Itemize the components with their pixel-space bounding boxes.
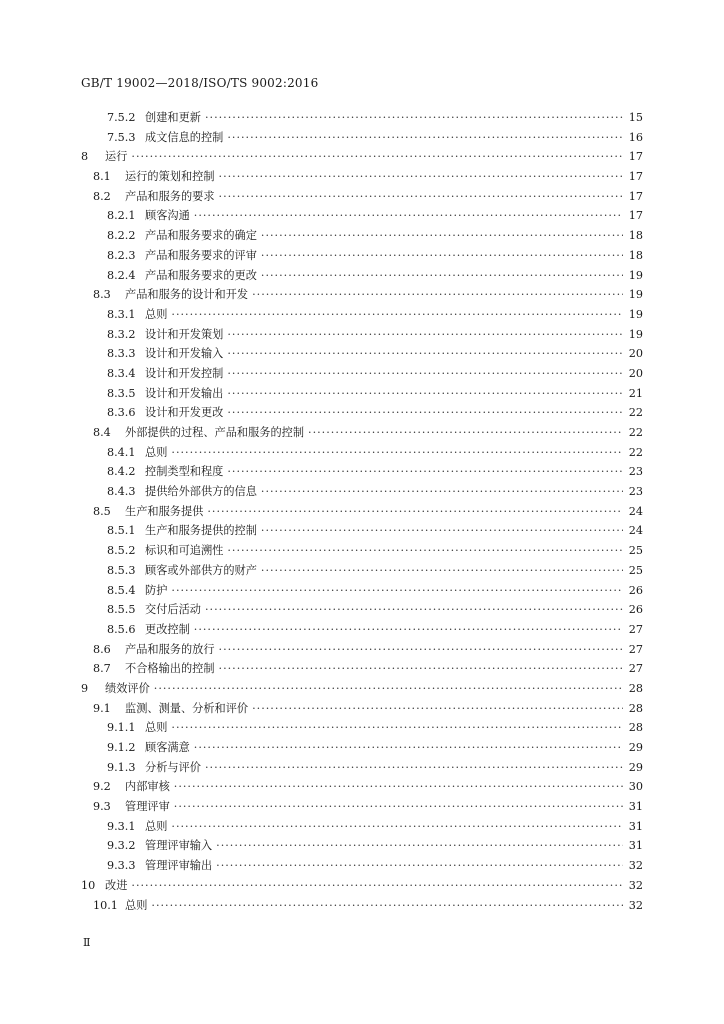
toc-entry[interactable] (81, 758, 643, 778)
toc-entry[interactable] (81, 128, 643, 148)
toc-entry-page: 26 (628, 583, 643, 597)
toc-entry[interactable] (81, 305, 643, 325)
toc-entry[interactable] (81, 443, 643, 463)
toc-entry-page: 27 (628, 662, 643, 676)
toc-entry-number: 8.5.2 (107, 544, 136, 558)
toc-entry[interactable] (81, 561, 643, 581)
toc-entry-title: 创建和更新 (145, 111, 201, 124)
toc-entry-number: 7.5.3 (107, 130, 136, 144)
toc-entry-title: 生产和服务提供的控制 (145, 524, 257, 538)
toc-leader-dots (219, 167, 623, 187)
toc-entry-title: 产品和服务的放行 (125, 642, 215, 656)
toc-entry-page: 16 (628, 130, 643, 144)
toc-entry-number: 7.5.2 (107, 111, 136, 124)
toc-entry-page: 27 (628, 642, 643, 656)
toc-leader-dots (261, 226, 623, 246)
toc-entry-page: 28 (628, 721, 643, 735)
toc-leader-dots (151, 896, 623, 916)
toc-entry[interactable] (81, 541, 643, 561)
toc-entry-title: 防护 (145, 583, 168, 597)
toc-entry[interactable] (81, 896, 643, 916)
toc-entry-number: 8.2.4 (107, 268, 136, 282)
toc-entry-number: 8.7 (93, 662, 111, 676)
toc-entry-number: 8.4.3 (107, 485, 136, 499)
toc-leader-dots (219, 187, 623, 207)
toc-entry-page: 31 (628, 800, 643, 814)
toc-leader-dots (216, 856, 623, 876)
toc-entry[interactable] (81, 167, 643, 187)
toc-entry-number: 9.1 (93, 701, 111, 715)
toc-entry-page: 28 (628, 701, 643, 715)
toc-entry-title: 外部提供的过程、产品和服务的控制 (125, 426, 305, 439)
toc-entry-page: 25 (628, 544, 643, 558)
toc-entry-number: 8 (81, 150, 89, 164)
toc-entry-page: 20 (628, 347, 643, 361)
toc-entry-title: 产品和服务的要求 (125, 189, 215, 203)
toc-entry[interactable] (81, 108, 643, 128)
toc-entry-page: 19 (628, 307, 643, 321)
toc-entry-title: 总则 (145, 307, 168, 321)
toc-leader-dots (227, 325, 623, 345)
toc-entry-title: 总则 (145, 445, 168, 459)
toc-entry-page: 20 (628, 366, 643, 380)
toc-entry-title: 顾客或外部供方的财产 (145, 563, 257, 577)
toc-leader-dots (205, 600, 623, 620)
toc-leader-dots (171, 305, 623, 325)
toc-entry[interactable] (81, 640, 643, 660)
toc-entry-title: 设计和开发输出 (145, 386, 224, 400)
toc-leader-dots (261, 482, 623, 502)
toc-entry-number: 10 (81, 878, 96, 892)
toc-entry-number: 8.3.6 (107, 406, 136, 420)
toc-entry-number: 8.5.5 (107, 603, 136, 617)
toc-leader-dots (308, 423, 623, 443)
toc-entry-page: 31 (628, 819, 643, 833)
toc-leader-dots (131, 876, 623, 896)
toc-entry-page: 24 (628, 524, 643, 538)
toc-leader-dots (171, 581, 623, 601)
toc-entry-title: 产品和服务要求的评审 (145, 248, 257, 262)
toc-leader-dots (227, 128, 623, 148)
toc-entry[interactable] (81, 266, 643, 286)
toc-leader-dots (227, 462, 623, 482)
toc-entry[interactable] (81, 384, 643, 404)
toc-entry-page: 32 (628, 859, 643, 873)
toc-entry-title: 运行的策划和控制 (125, 170, 215, 184)
toc-entry-page: 22 (628, 426, 643, 439)
toc-entry-number: 8.4.1 (107, 445, 136, 459)
toc-leader-dots (154, 679, 623, 699)
toc-entry-page: 19 (628, 327, 643, 341)
toc-entry-page: 26 (628, 603, 643, 617)
toc-entry[interactable] (81, 581, 643, 601)
toc-entry[interactable] (81, 521, 643, 541)
toc-leader-dots (174, 777, 623, 797)
toc-entry-page: 17 (628, 170, 643, 184)
toc-leader-dots (227, 364, 623, 384)
toc-entry[interactable] (81, 777, 643, 797)
toc-entry-number: 8.3.2 (107, 327, 136, 341)
toc-entry[interactable] (81, 679, 643, 699)
toc-entry[interactable] (81, 285, 643, 305)
toc-entry-page: 32 (628, 878, 643, 892)
toc-entry-page: 21 (628, 386, 643, 400)
toc-leader-dots (261, 246, 623, 266)
toc-entry-title: 设计和开发更改 (145, 406, 224, 420)
toc-entry-title: 生产和服务提供 (125, 504, 204, 518)
toc-entry[interactable] (81, 620, 643, 640)
toc-entry[interactable] (81, 206, 643, 226)
toc-leader-dots (205, 758, 623, 778)
toc-entry[interactable] (81, 423, 643, 443)
toc-entry-number: 8.4 (93, 426, 111, 439)
document-header (81, 76, 318, 90)
toc-leader-dots (171, 718, 623, 738)
toc-entry-page: 19 (628, 268, 643, 282)
toc-entry[interactable] (81, 147, 643, 167)
toc-leader-dots (219, 659, 623, 679)
toc-entry-title: 管理评审输入 (145, 839, 213, 853)
toc-entry-title: 产品和服务要求的更改 (145, 268, 257, 282)
toc-entry-title: 顾客满意 (145, 741, 190, 754)
toc-entry-number: 8.5.3 (107, 563, 136, 577)
toc-entry-number: 9.1.3 (107, 760, 136, 774)
toc-entry-title: 管理评审 (125, 800, 170, 814)
toc-entry-title: 设计和开发输入 (145, 347, 224, 361)
toc-leader-dots (252, 699, 623, 719)
toc-entry-page: 28 (628, 681, 643, 695)
toc-entry-number: 8.3.5 (107, 386, 136, 400)
toc-entry-number: 9.3.3 (107, 859, 136, 873)
toc-entry[interactable] (81, 797, 643, 817)
toc-entry-title: 管理评审输出 (145, 859, 213, 873)
toc-entry-title: 绩效评价 (105, 681, 150, 695)
toc-entry-page: 30 (628, 780, 643, 794)
toc-entry-page: 31 (628, 839, 643, 853)
toc-entry-title: 提供给外部供方的信息 (145, 485, 257, 499)
toc-entry-page: 18 (628, 229, 643, 243)
toc-entry-number: 9.3.2 (107, 839, 136, 853)
toc-entry[interactable] (81, 482, 643, 502)
toc-entry-page: 27 (628, 622, 643, 636)
toc-entry-page: 24 (628, 504, 643, 518)
toc-leader-dots (194, 738, 623, 758)
toc-leader-dots (227, 384, 623, 404)
toc-leader-dots (207, 502, 623, 522)
toc-entry[interactable] (81, 876, 643, 896)
toc-leader-dots (174, 797, 623, 817)
toc-entry-page: 23 (628, 465, 643, 479)
toc-entry[interactable] (81, 226, 643, 246)
toc-entry-page: 29 (628, 741, 643, 754)
toc-entry-number: 8.2.2 (107, 229, 136, 243)
toc-entry-title: 顾客沟通 (145, 209, 190, 223)
toc-entry-page: 32 (628, 898, 643, 912)
toc-entry[interactable] (81, 718, 643, 738)
toc-entry[interactable] (81, 699, 643, 719)
toc-entry-title: 总则 (125, 898, 148, 912)
toc-leader-dots (194, 206, 623, 226)
toc-entry[interactable] (81, 344, 643, 364)
toc-entry-number: 8.3 (93, 288, 111, 302)
toc-entry-number: 8.5.1 (107, 524, 136, 538)
page-footer (83, 936, 90, 949)
table-of-contents (81, 108, 643, 915)
toc-entry-number: 9.3 (93, 800, 111, 814)
toc-entry[interactable] (81, 246, 643, 266)
toc-entry-page: 17 (628, 150, 643, 164)
toc-entry-number: 10.1 (93, 898, 118, 912)
toc-entry[interactable] (81, 836, 643, 856)
toc-entry-title: 控制类型和程度 (145, 465, 224, 479)
toc-leader-dots (252, 285, 623, 305)
toc-entry-title: 改进 (105, 878, 128, 892)
toc-entry-number: 8.5 (93, 504, 111, 518)
toc-entry-title: 设计和开发策划 (145, 327, 224, 341)
toc-entry-title: 交付后活动 (145, 603, 201, 617)
toc-entry-page: 17 (628, 209, 643, 223)
toc-leader-dots (171, 443, 623, 463)
toc-leader-dots (171, 817, 623, 837)
toc-entry[interactable] (81, 403, 643, 423)
toc-entry-title: 不合格输出的控制 (125, 662, 215, 676)
toc-entry-title: 监测、测量、分析和评价 (125, 701, 249, 715)
toc-entry-number: 8.3.3 (107, 347, 136, 361)
toc-entry-number: 9.1.2 (107, 741, 136, 754)
toc-entry-number: 8.1 (93, 170, 111, 184)
toc-entry-title: 标识和可追溯性 (145, 544, 224, 558)
toc-leader-dots (261, 521, 623, 541)
toc-entry[interactable] (81, 364, 643, 384)
standard-number: GB/T 19002—2018/ISO/TS 9002:2016 (81, 76, 319, 90)
page-number-marker: Ⅱ (83, 936, 91, 949)
toc-entry-number: 8.5.4 (107, 583, 136, 597)
toc-entry-page: 23 (628, 485, 643, 499)
toc-entry[interactable] (81, 462, 643, 482)
toc-entry-number: 8.5.6 (107, 622, 136, 636)
toc-entry[interactable] (81, 187, 643, 207)
toc-entry-number: 9 (81, 681, 89, 695)
toc-entry-number: 9.1.1 (107, 721, 136, 735)
toc-entry[interactable] (81, 856, 643, 876)
toc-entry-title: 设计和开发控制 (145, 366, 224, 380)
toc-entry-title: 总则 (145, 819, 168, 833)
toc-leader-dots (227, 403, 623, 423)
toc-entry-page: 22 (628, 406, 643, 420)
toc-entry-page: 17 (628, 189, 643, 203)
toc-entry-title: 运行 (105, 150, 128, 164)
toc-entry-page: 22 (628, 445, 643, 459)
toc-entry-title: 内部审核 (125, 780, 170, 794)
toc-entry[interactable] (81, 738, 643, 758)
toc-entry-number: 8.2.3 (107, 248, 136, 262)
toc-entry[interactable] (81, 659, 643, 679)
toc-entry-title: 分析与评价 (145, 760, 201, 774)
toc-entry-number: 9.2 (93, 780, 111, 794)
toc-entry-number: 9.3.1 (107, 819, 136, 833)
toc-entry-page: 29 (628, 760, 643, 774)
toc-entry-page: 18 (628, 248, 643, 262)
toc-entry[interactable] (81, 325, 643, 345)
toc-entry-number: 8.4.2 (107, 465, 136, 479)
toc-leader-dots (216, 836, 623, 856)
toc-entry-title: 产品和服务的设计和开发 (125, 288, 249, 302)
toc-entry-number: 8.6 (93, 642, 111, 656)
toc-entry-number: 8.2 (93, 189, 111, 203)
toc-leader-dots (205, 108, 623, 128)
toc-leader-dots (219, 640, 623, 660)
toc-leader-dots (194, 620, 623, 640)
toc-entry-number: 8.3.4 (107, 366, 136, 380)
toc-leader-dots (227, 344, 623, 364)
toc-entry[interactable] (81, 817, 643, 837)
toc-entry-page: 25 (628, 563, 643, 577)
toc-entry-title: 总则 (145, 721, 168, 735)
toc-entry[interactable] (81, 502, 643, 522)
toc-entry-page: 19 (628, 288, 643, 302)
toc-leader-dots (261, 561, 623, 581)
toc-leader-dots (131, 147, 623, 167)
toc-entry[interactable] (81, 600, 643, 620)
toc-entry-number: 8.3.1 (107, 307, 136, 321)
toc-leader-dots (227, 541, 623, 561)
toc-entry-number: 8.2.1 (107, 209, 136, 223)
toc-entry-title: 更改控制 (145, 622, 190, 636)
toc-entry-page: 15 (628, 111, 643, 124)
toc-entry-title: 产品和服务要求的确定 (145, 229, 257, 243)
toc-entry-title: 成文信息的控制 (145, 130, 224, 144)
toc-leader-dots (261, 266, 623, 286)
